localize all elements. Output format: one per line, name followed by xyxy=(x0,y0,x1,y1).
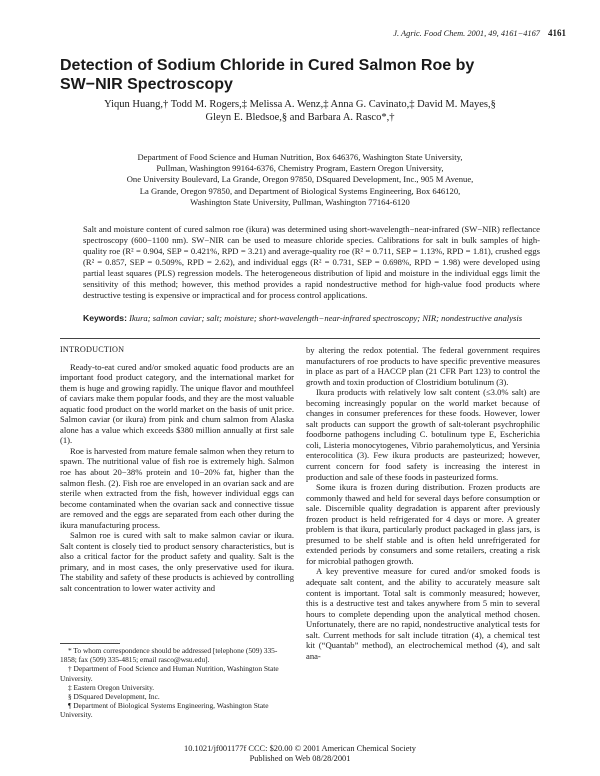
abstract: Salt and moisture content of cured salmon roe (ikura) was determined using short-wavelength−near-infrared (SW−NIR) reflectance spectroscopy (600−1100 nm). SW−NIR can be used to measure chloride species. Calibrations for salt in bulk samples of high-quality roe (R² = 0.904, SEP = 0.421%, RPD = 3.21) and average-quality roe (R² = 0.711, SEP = 1.13%, RPD = 1.81), crushed eggs (R² = 0.857, SEP = 0.509%, RPD = 2.62), and individual eggs (R² = 0.731, SEP = 0.698%, RPD = 1.98) were developed using partial least squares (PLS) regression models. The heterogeneous distribution of lipid and moisture in the individual eggs limit the sensitivity of this method; however, this method provides a rapid nondestructive method for high-value food products where destructive testing is expensive or impractical and for process control applications. xyxy=(83,224,540,300)
article-title: Detection of Sodium Chloride in Cured Salmon Roe by SW−NIR Spectroscopy xyxy=(60,57,475,93)
author-line: Gleyn E. Bledsoe,§ and Barbara A. Rasco*,† xyxy=(205,112,395,123)
footnote-divider xyxy=(60,643,120,644)
affiliations xyxy=(62,152,538,208)
affiliation-line: Pullman, Washington 99164-6376, Chemistry Program, Eastern Oregon University, xyxy=(156,163,444,174)
footnote: * To whom correspondence should be addressed [telephone (509) 335-1858; fax (509) 335-4815; email rasco@wsu.edu]. xyxy=(60,646,278,665)
section-divider xyxy=(60,338,540,339)
page-number: 4161 xyxy=(548,28,566,38)
keywords-block xyxy=(83,313,540,324)
affiliation-line: One University Boulevard, La Grande, Oregon 97850, DSquared Development, Inc., 905 M Avenue, xyxy=(126,174,474,185)
author-line: Yiqun Huang,† Todd M. Rogers,‡ Melissa A. Wenz,‡ Anna G. Cavinato,‡ David M. Mayes,§ xyxy=(104,99,496,110)
paragraph: Ready-to-eat cured and/or smoked aquatic food products are an important food product category, and the international market for them is huge and growing rapidly. The unique flavor and mouthfeel of caviars make them popular foods, and they are the most valuable aquatic food product on the world market on the basis of unit price. Salmon caviar (or ikura) from pink and chum salmon from Alaska alone has a value which exceeds $380 million annually at first sale (1). xyxy=(60,361,294,446)
affiliation-line: Washington State University, Pullman, Washington 77164-6120 xyxy=(190,196,410,207)
left-column xyxy=(60,345,294,594)
paragraph: Ikura products with relatively low salt content (≤3.0% salt) are becoming increasingly popular on the world market because of changes in consumer preferences for these foods. However, lower salt products can support the growth of salt-tolerant psychrophilic foodborne pathogens including C. botulinum type E, Escherichia coli, Listeria monocytogenes, Vibrio parahemolyticus, and Yersinia enterocolitica (3). Few ikura products are pasteurized; however, current concern for food safety is increasing the interest in production and sale of these foods in pasteurized forms. xyxy=(306,387,540,482)
author-list xyxy=(60,98,540,124)
affiliation-line: La Grande, Oregon 97850, and Department of Biological Systems Engineering, Box 646120, xyxy=(139,185,461,196)
footnotes xyxy=(60,646,294,720)
page-footer xyxy=(60,744,540,764)
publication-date: Published on Web 08/28/2001 xyxy=(249,754,351,763)
footnote: ¶ Department of Biological Systems Engineering, Washington State University. xyxy=(60,701,269,720)
running-head: J. Agric. Food Chem. 2001, 49, 4161−4167 xyxy=(393,29,540,38)
paragraph: Some ikura is frozen during distribution. Frozen products are commonly thawed and held for several days before consumption or sale. Discernible quality degradation is apparent after previously frozen product is held refrigerated for 4 days or more. A greater problem is that ikura, particularly product packaged in glass jars, is presumed to be shelf stable and is often held unrefrigerated for extended periods by consumers and some retailers, creating a risk for microbial pathogen growth. xyxy=(306,482,540,566)
keywords-text: Ikura; salmon caviar; salt; moisture; short-wavelength−near-infrared spectroscopy; NIR; nondestructive analysis xyxy=(129,313,523,323)
footnote: † Department of Food Science and Human Nutrition, Washington State University. xyxy=(60,664,279,683)
paragraph: Salmon roe is cured with salt to make salmon caviar or ikura. Salt content is closely tied to product sensory characteristics, but is also a critical factor for the product safety and quality. Salt is the primary, and in most cases, the only preservative used for ikura. The stability and safety of these products is achieved by controlling salt concentration to lower water activity and xyxy=(60,530,294,594)
affiliation-line: Department of Food Science and Human Nutrition, Box 646376, Washington State University, xyxy=(137,152,463,162)
footnote: ‡ Eastern Oregon University. xyxy=(68,682,155,692)
footnote: § DSquared Development, Inc. xyxy=(68,692,160,702)
keywords-label: Keywords: xyxy=(83,313,127,323)
right-column xyxy=(306,345,540,661)
paragraph: Roe is harvested from mature female salmon when they return to spawn. The nutritional value of fish roe is extremely high. Salmon roe has about 20−38% protein and 10−20% fat, higher than the salmon flesh. (2). Fish roe are enveloped in an ovarian sack and are sterile when extracted from the fish, however individual eggs can become contaminated when the ovarian sack and connective tissue are removed and the eggs are separated from each other during the ikura manufacturing process. xyxy=(60,445,294,530)
section-heading: INTRODUCTION xyxy=(60,345,125,354)
doi-line: 10.1021/jf001177f CCC: $20.00 © 2001 American Chemical Society xyxy=(184,744,416,753)
paragraph: by altering the redox potential. The federal government requires manufacturers of roe products to have specific preventive measures in place as part of a HACCP plan (21 CFR Part 123) to control the growth and toxin production of Clostridium botulinum (3). xyxy=(306,345,540,387)
paragraph: A key preventive measure for cured and/or smoked foods is adequate salt content, and the ability to accurately measure salt content is important. Total salt is commonly measured; however, this is a destructive test and takes anywhere from 5 min to several hours to complete depending upon the analytical method chosen. Unfortunately, there are no rapid, nondestructive analytical tests for salt. Current methods for salt include titration (4), a chemical test kit (“Quantab” method), an electrochemical method (4), and salt ana- xyxy=(306,566,540,661)
